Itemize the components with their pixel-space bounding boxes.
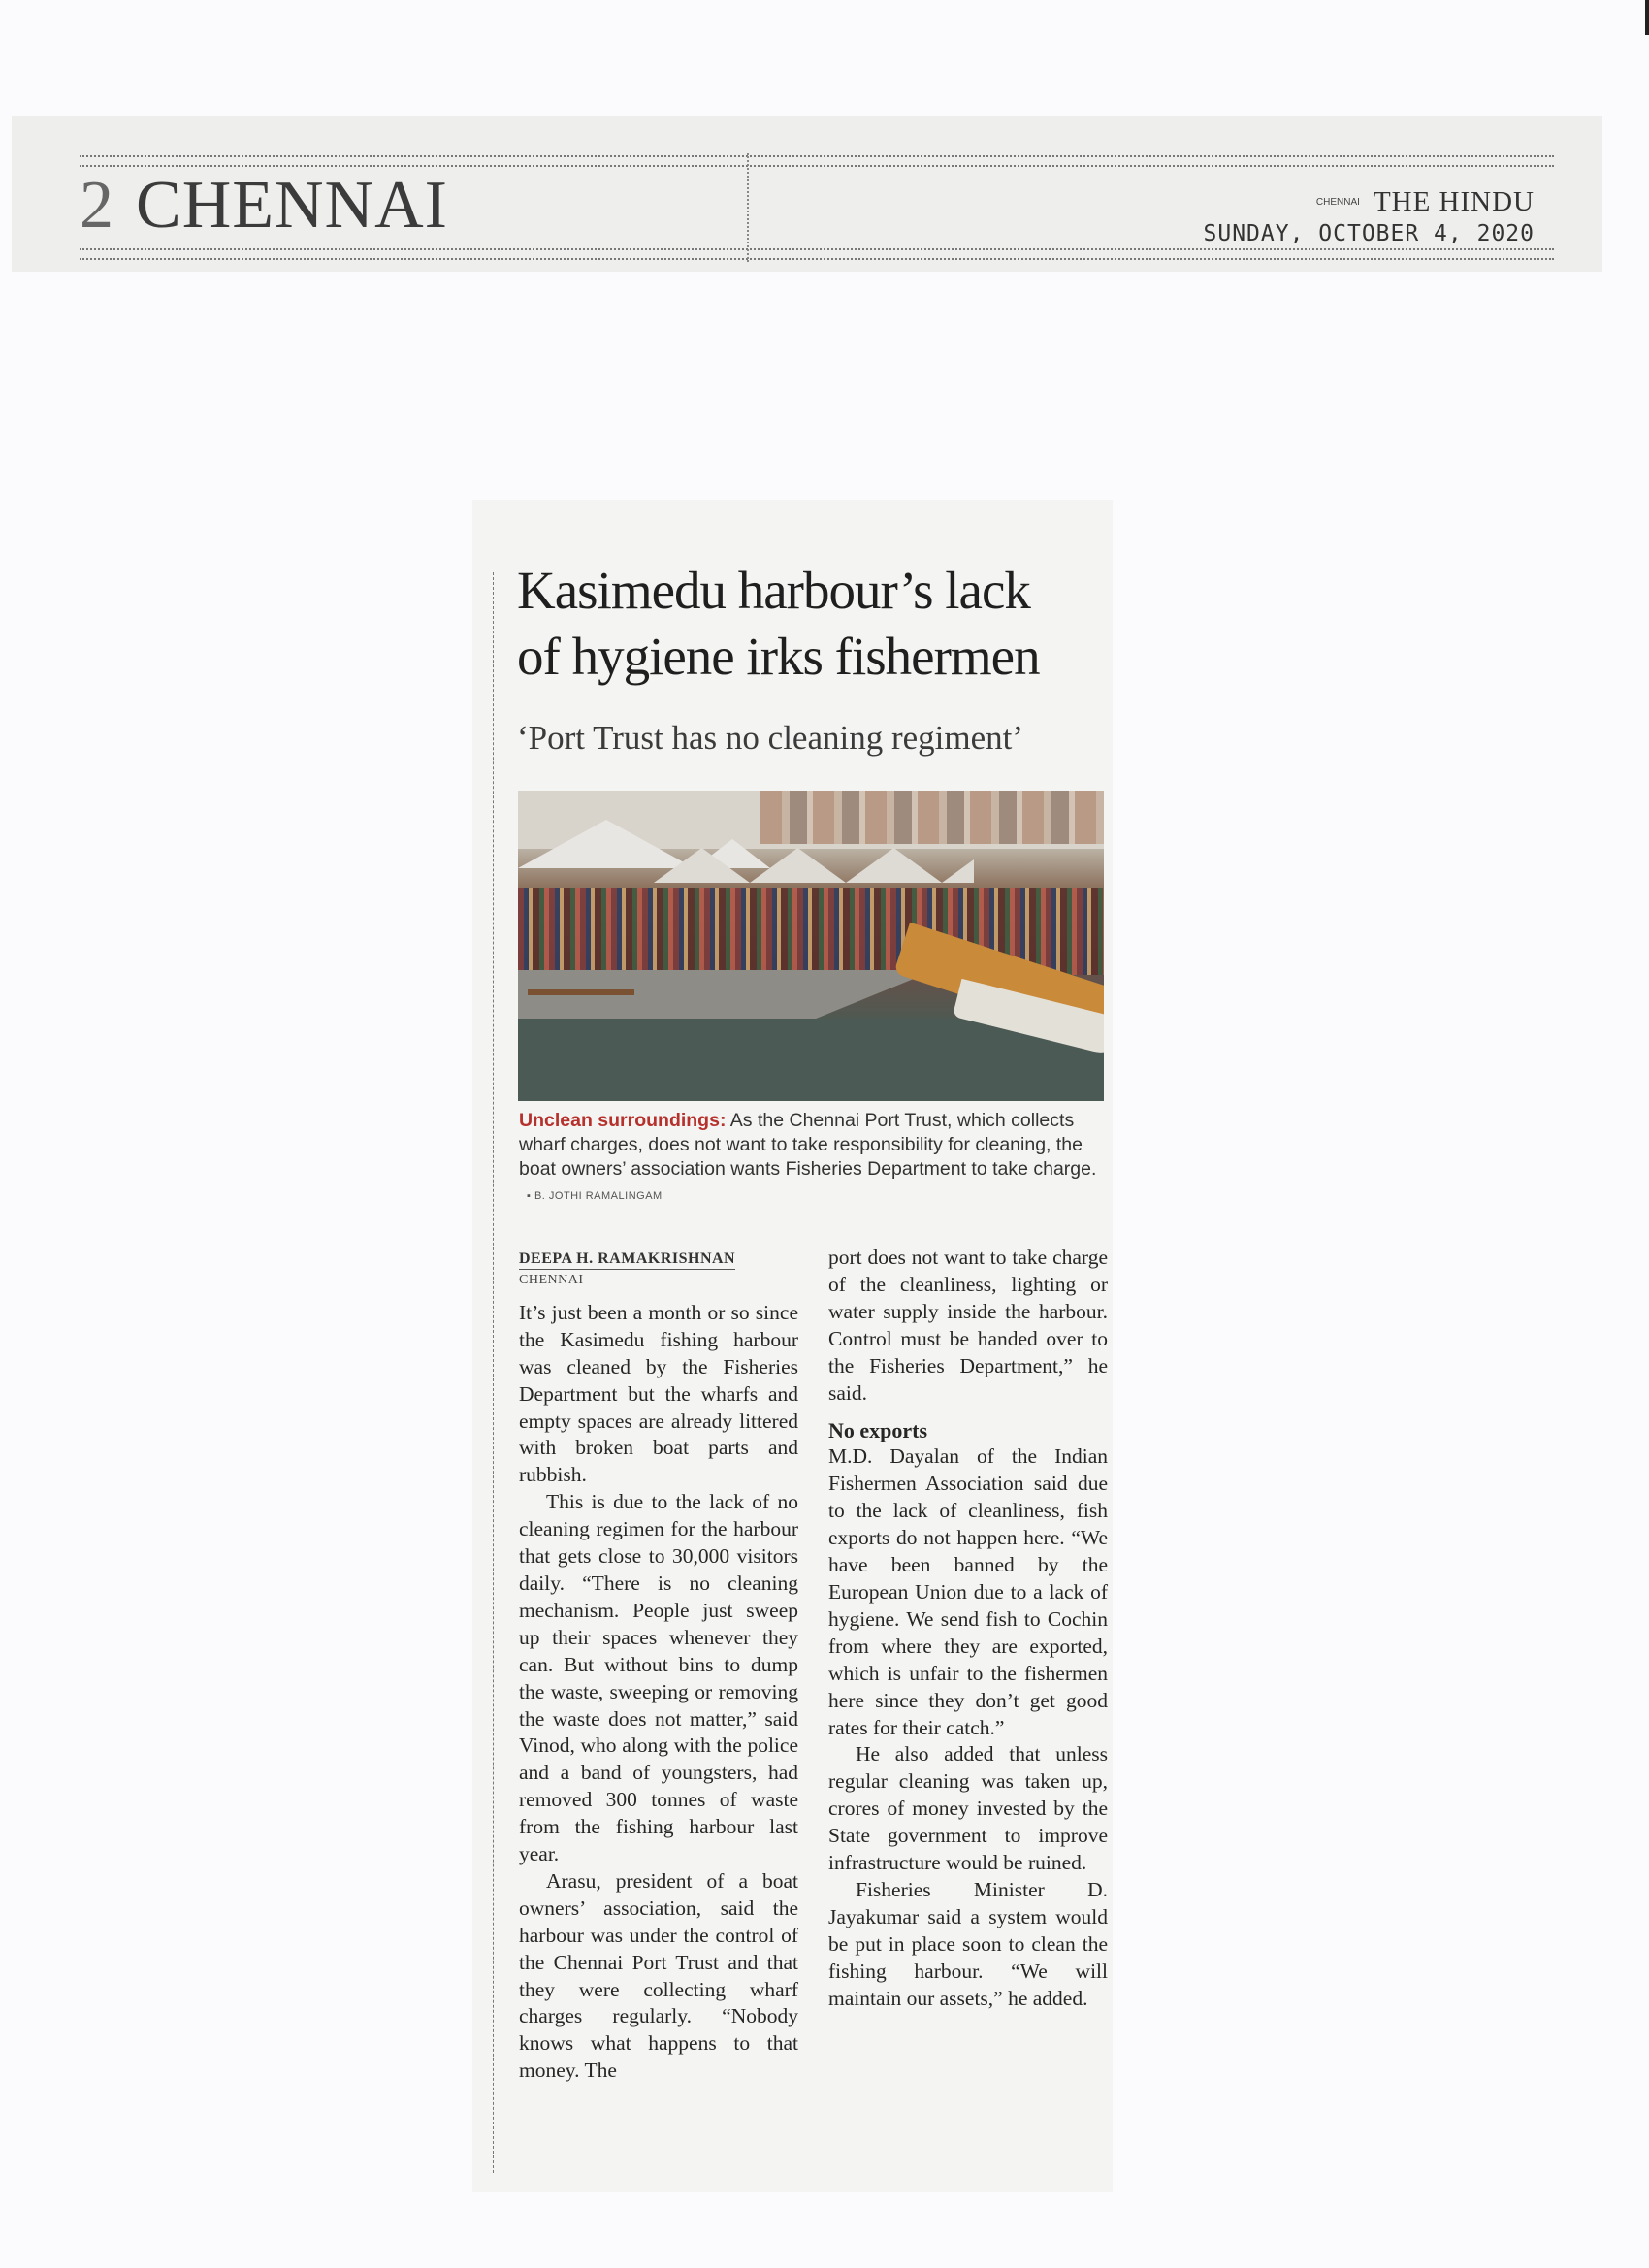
article-column-2 — [828, 1245, 1108, 2012]
photo-cart — [528, 960, 634, 995]
headline-line: of hygiene irks fishermen — [517, 627, 1040, 686]
article-column-1 — [519, 1244, 798, 2085]
photo-credit: ▪ B. JOTHI RAMALINGAM — [527, 1190, 663, 1202]
photo-caption — [519, 1109, 1105, 1209]
body-paragraph: Arasu, president of a boat owners’ association, said the harbour was under the control of the Chennai Port Trust and that they were collecting wharf charges regularly. “Nobody knows what happens to that money. The — [519, 1868, 798, 2083]
page-number: 2 — [80, 168, 114, 243]
byline: DEEPA H. RAMAKRISHNAN — [519, 1249, 735, 1270]
body-paragraph: Fisheries Minister D. Jayakumar said a system would be put in place soon to clean the fishing harbour. “We will maintain our assets,” he added. — [828, 1877, 1108, 2010]
article-headline — [517, 558, 1099, 690]
page-edge-mark — [1645, 0, 1649, 35]
section-label — [80, 167, 448, 244]
section-subtitle: No exports — [828, 1418, 928, 1443]
newspaper-name: THE HINDU — [1373, 186, 1535, 217]
body-paragraph: port does not want to take charge of the cleanliness, lighting or water supply inside the harbour. Control must be handed over to the Fisheries Department,” he said. — [828, 1246, 1108, 1405]
masthead-strip — [12, 116, 1602, 272]
body-paragraph: He also added that unless regular cleaning was taken up, crores of money invested by the State government to improve infrastructure would be ruined. — [828, 1742, 1108, 1875]
masthead-rule — [80, 248, 1554, 250]
masthead-rule — [80, 258, 1554, 260]
body-paragraph: This is due to the lack of no cleaning regimen for the harbour that gets close to 30,000 visitors daily. “There is no cleaning mechanism. People just sweep up their spaces whenever they can. But without bins to dump the waste, sweeping or removing the waste does not matter,” said Vinod, who along with the police and a band of youngsters, had removed 300 tonnes of waste from the fishing harbour last year. — [519, 1490, 798, 1866]
caption-text: As the Chennai Port Trust, which collects wharf charges, does not want to take responsibility for cleaning, the boat owners’ association wants Fisheries Department to take charge. — [519, 1110, 1097, 1180]
paper-title — [1316, 186, 1535, 218]
article-subhead: ‘Port Trust has no cleaning regiment’ — [517, 719, 1024, 757]
masthead-rule — [80, 155, 1554, 157]
masthead-fold-line — [747, 153, 750, 262]
headline-line: Kasimedu harbour’s lack — [517, 561, 1030, 620]
body-paragraph: It’s just been a month or so since the Kasimedu fishing harbour was cleaned by the Fisheries Department but the wharfs and empty spaces are already littered with broken boat parts and rubbish. — [519, 1300, 798, 1487]
caption-lead: Unclean surroundings: — [519, 1110, 727, 1131]
edition-label: CHENNAI — [1315, 197, 1360, 208]
photo-canopy — [654, 844, 974, 883]
article-clipping — [472, 500, 1113, 2192]
photo-buildings — [760, 791, 1104, 844]
body-paragraph: M.D. Dayalan of the Indian Fishermen Association said due to the lack of cleanliness, fish exports do not happen here. “We have been banned by the European Union due to a lack of hygiene. We send fish to Cochin from where they are exported, which is unfair to the fishermen here since they don’t get good rates for their catch.” — [828, 1444, 1108, 1739]
section-name: CHENNAI — [136, 168, 448, 243]
article-photo — [518, 791, 1104, 1101]
column-rule — [493, 572, 494, 2173]
issue-date: SUNDAY, OCTOBER 4, 2020 — [1203, 221, 1535, 246]
dateline: CHENNAI — [519, 1272, 584, 1287]
